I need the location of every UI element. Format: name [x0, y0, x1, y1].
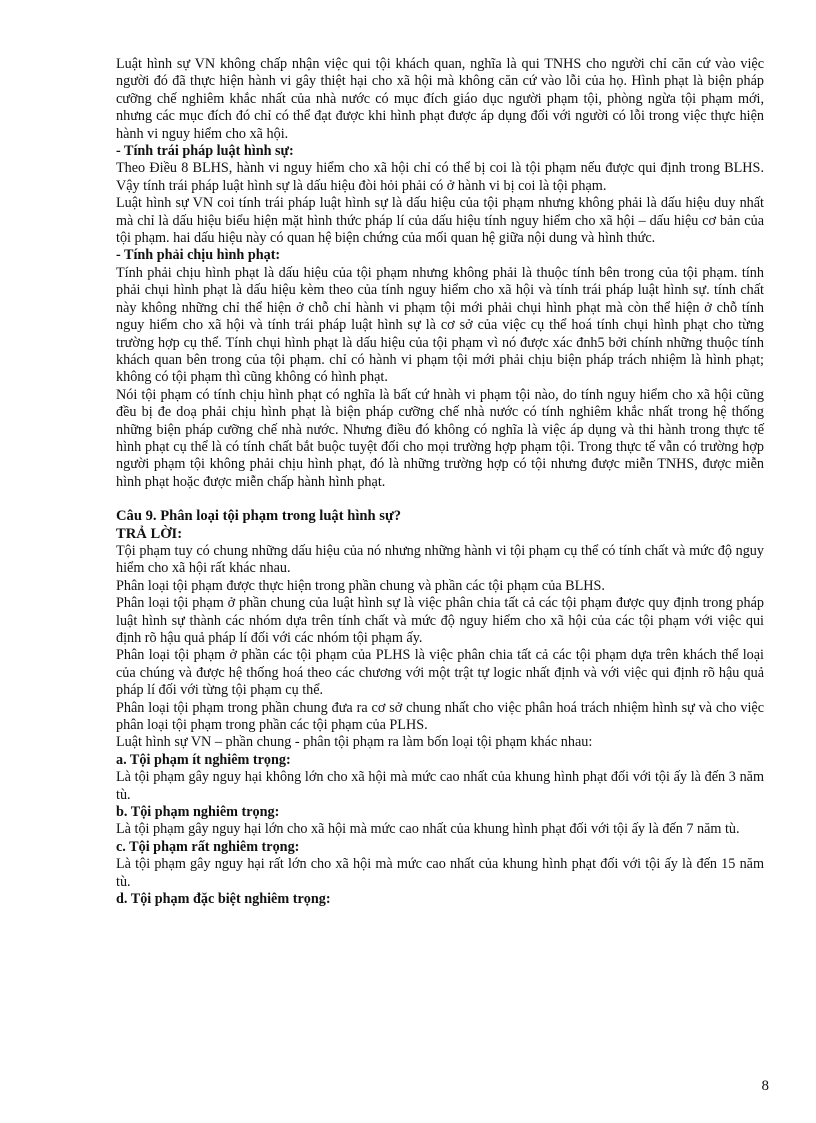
paragraph-four-types: Luật hình sự VN – phần chung - phân tội phạm ra làm bốn loại tội phạm khác nhau:: [116, 734, 593, 751]
paragraph-punishability: Tính phải chịu hình phạt là dấu hiệu của tội phạm nhưng không phải là thuộc tính bên trong của tội phạm. tính phải chụi hình phạt là dấu hiệu kèm theo của tính nguy hiểm cho xã hội và tính trái pháp luật hình sự. tính chất này không những chỉ thể hiện ở chỗ chỉ hành vi phạm tội mới phải chụi hình phạt mà còn thể hiện ở chỗ tính nguy hiểm cho xã hội và tính trái pháp luật hình sự là cơ sở của việc cụ thể hoá tính chụi hình phạt cho từng trường hợp cụ thể. Tính chụi hình phạt là dấu hiệu của tội phạm vì nó được xác đnh5 bởi chính những thuộc tính khách quan bên trong của tội phạm. chỉ có hành vi phạm tội mới phải chịu biện pháp trách nhiệm là hình phạt; không có tội phạm thì cũng không có hình phạt.: [116, 264, 764, 386]
paragraph-objective-fault: Luật hình sự VN không chấp nhận việc qui tội khách quan, nghĩa là qui TNHS cho người chỉ căn cứ vào việc người đó đã thực hiện hành vi gây thiệt hại cho xã hội mà không căn cứ vào lỗi của họ. Hình phạt là biện pháp cưỡng chế nghiêm khắc nhất của nhà nước có mục đích giáo dục người phạm tội, phòng ngừa tội phạm mới, nhưng các mục đích đó chỉ có thể đạt được khi hình phạt được áp dụng đối với người có lỗi trong việc thực hiện hành vi nguy hiểm cho xã hội.: [116, 56, 764, 142]
page-number: 8: [761, 1078, 769, 1094]
paragraph-less-serious: Là tội phạm gây nguy hại không lớn cho xã hội mà mức cao nhất của khung hình phạt đối với tội ấy là đến 3 năm tù.: [116, 769, 764, 803]
answer-label: TRẢ LỜI:: [116, 525, 183, 542]
heading-illegality: - Tính trái pháp luật hình sự:: [116, 143, 294, 160]
paragraph-very-serious: Là tội phạm gây nguy hại rất lớn cho xã hội mà mức cao nhất của khung hình phạt đối với tội ấy là đến 15 năm tù.: [116, 856, 764, 890]
paragraph-classification-basis: Phân loại tội phạm trong phần chung đưa ra cơ sở chung nhất cho việc phân hoá trách nhiệm hình sự và cho việc phân loại tội phạm trong phần các tội phạm của PLHS.: [116, 699, 764, 734]
paragraph-special-part-classification: Phân loại tội phạm ở phần các tội phạm của PLHS là việc phân chia tất cả các tội phạm dựa trên khách thể loại của chúng và được hệ thống hoá theo các chương với một trật tự logic nhất định và với việc qui định rõ hậu quả pháp lí đối với từng tội phạm cụ thể.: [116, 647, 764, 699]
heading-serious: b. Tội phạm nghiêm trọng:: [116, 804, 280, 821]
paragraph-serious: Là tội phạm gây nguy hại lớn cho xã hội mà mức cao nhất của khung hình phạt đối với tội ấy là đến 7 năm tù.: [116, 821, 740, 838]
paragraph-classification-scope: Phân loại tội phạm được thực hiện trong phần chung và phần các tội phạm của BLHS.: [116, 577, 605, 594]
paragraph-general-part-classification: Phân loại tội phạm ở phần chung của luật hình sự là việc phân chia tất cả các tội phạm được quy định trong pháp luật hình sự thành các nhóm dựa trên tính chất và mức độ nguy hiểm cho xã hội của các tội phạm với việc qui định rõ hậu quả pháp lí đối với các nhóm tội phạm ấy.: [116, 595, 764, 646]
heading-very-serious: c. Tội phạm rất nghiêm trọng:: [116, 838, 300, 855]
heading-punishability: - Tính phải chịu hình phạt:: [116, 247, 281, 264]
page-content: [116, 56, 764, 909]
paragraph-article-8: Theo Điều 8 BLHS, hành vi nguy hiểm cho xã hội chỉ có thể bị coi là tội phạm nếu được qui định trong BLHS. Vậy tính trái pháp luật hình sự là dấu hiệu đòi hỏi phải có ở hành vi bị coi là tội phạm.: [116, 160, 764, 194]
heading-less-serious: a. Tội phạm ít nghiêm trọng:: [116, 751, 291, 768]
paragraph-illegality-sign: Luật hình sự VN coi tính trái pháp luật hình sự là dấu hiệu của tội phạm nhưng không phải là dấu hiệu duy nhất mà chỉ là dấu hiệu biểu hiện mặt hình thức pháp lí của dấu hiệu tính nguy hiểm cho xã hội – dấu hiệu cơ bản của tội phạm. hai dấu hiệu này có quan hệ biện chứng của mối quan hệ giữa nội dung và hình thức.: [116, 195, 764, 247]
paragraph-crime-common-signs: Tội phạm tuy có chung những dấu hiệu của nó nhưng những hành vi tội phạm cụ thể có tính chất và mức độ nguy hiểm cho xã hội rất khác nhau.: [116, 542, 764, 577]
paragraph-punishability-meaning: Nói tội phạm có tính chịu hình phạt có nghĩa là bất cứ hnàh vi phạm tội nào, do tính nguy hiểm cho xã hội cũng đều bị đe doạ phải chịu hình phạt là biện pháp cưỡng chế nhà nước có tính nghiêm khắc nhất trong hệ thống những biện pháp cưỡng chế nhà nước. Nhưng điều đó không có nghĩa là việc áp dụng và thi hành trong thực tế hình phạt cụ thể là có tính chất bắt buộc tuyệt đối cho mọi trường hợp phạm tội. Trong thực tế vẫn có trường hợp người phạm tội không phải chịu hình phạt, đó là những trường hợp có tội nhưng được miễn TNHS, được miễn hình phạt hoặc được miễn chấp hành hình phạt.: [116, 386, 764, 490]
question-9-title: Câu 9. Phân loại tội phạm trong luật hình sự?: [116, 508, 402, 525]
heading-especially-serious: d. Tội phạm đặc biệt nghiêm trọng:: [116, 891, 331, 908]
section-gap: [116, 491, 764, 508]
